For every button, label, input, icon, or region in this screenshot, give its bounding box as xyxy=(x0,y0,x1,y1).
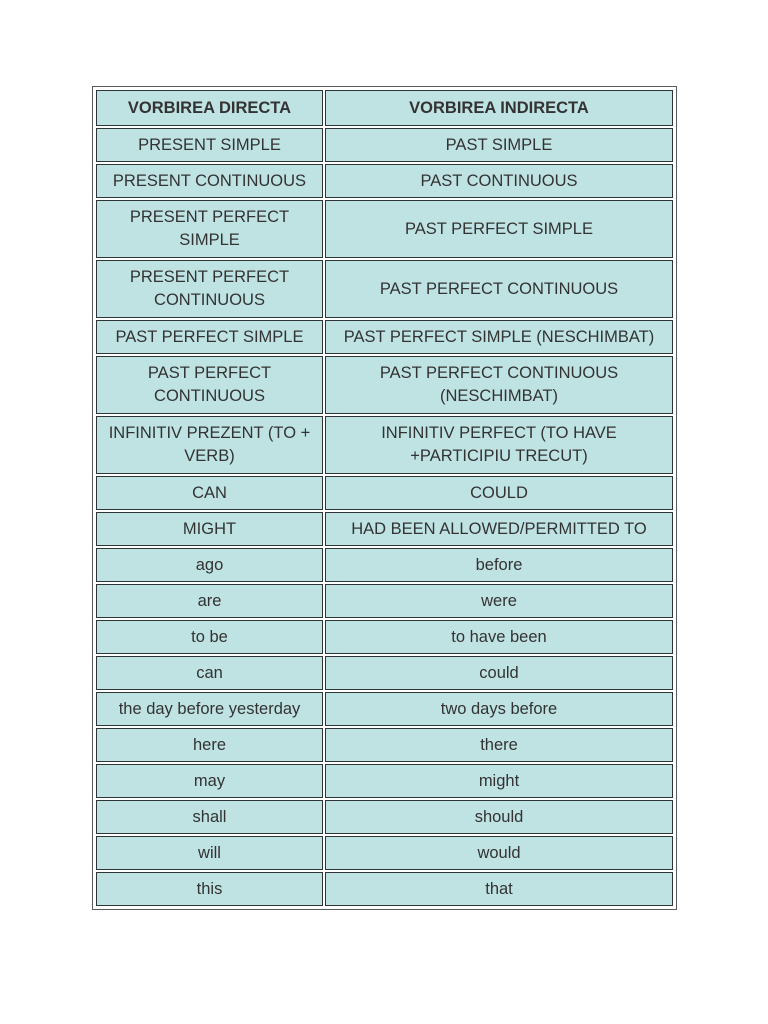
indirect-cell: should xyxy=(325,800,673,834)
direct-cell: PRESENT CONTINUOUS xyxy=(96,164,323,198)
table-row xyxy=(96,356,673,414)
table-row xyxy=(96,128,673,162)
table-row xyxy=(96,164,673,198)
table-row xyxy=(96,584,673,618)
direct-cell: this xyxy=(96,872,323,906)
grammar-table-container xyxy=(92,86,677,910)
indirect-cell: before xyxy=(325,548,673,582)
table-row xyxy=(96,200,673,258)
indirect-cell: two days before xyxy=(325,692,673,726)
table-row xyxy=(96,656,673,690)
indirect-cell: there xyxy=(325,728,673,762)
table-row xyxy=(96,800,673,834)
table-row xyxy=(96,260,673,318)
table-row xyxy=(96,728,673,762)
table-row xyxy=(96,620,673,654)
indirect-cell: PAST PERFECT CONTINUOUS (NESCHIMBAT) xyxy=(325,356,673,414)
header-indirect-speech: VORBIREA INDIRECTA xyxy=(325,90,673,126)
indirect-cell: PAST PERFECT SIMPLE xyxy=(325,200,673,258)
indirect-cell: INFINITIV PERFECT (TO HAVE +PARTICIPIU TRECUT) xyxy=(325,416,673,474)
table-row xyxy=(96,320,673,354)
header-direct-speech: VORBIREA DIRECTA xyxy=(96,90,323,126)
direct-cell: ago xyxy=(96,548,323,582)
reported-speech-table xyxy=(94,88,675,908)
direct-cell: may xyxy=(96,764,323,798)
table-row xyxy=(96,872,673,906)
table-header-row xyxy=(96,90,673,126)
table-row xyxy=(96,512,673,546)
direct-cell: PRESENT PERFECT CONTINUOUS xyxy=(96,260,323,318)
indirect-cell: PAST SIMPLE xyxy=(325,128,673,162)
indirect-cell: to have been xyxy=(325,620,673,654)
indirect-cell: PAST PERFECT SIMPLE (NESCHIMBAT) xyxy=(325,320,673,354)
direct-cell: are xyxy=(96,584,323,618)
indirect-cell: HAD BEEN ALLOWED/PERMITTED TO xyxy=(325,512,673,546)
direct-cell: PRESENT SIMPLE xyxy=(96,128,323,162)
direct-cell: PAST PERFECT SIMPLE xyxy=(96,320,323,354)
indirect-cell: would xyxy=(325,836,673,870)
direct-cell: MIGHT xyxy=(96,512,323,546)
table-row xyxy=(96,548,673,582)
direct-cell: PRESENT PERFECT SIMPLE xyxy=(96,200,323,258)
direct-cell: the day before yesterday xyxy=(96,692,323,726)
table-row xyxy=(96,836,673,870)
indirect-cell: could xyxy=(325,656,673,690)
indirect-cell: PAST CONTINUOUS xyxy=(325,164,673,198)
direct-cell: to be xyxy=(96,620,323,654)
direct-cell: CAN xyxy=(96,476,323,510)
indirect-cell: that xyxy=(325,872,673,906)
table-row xyxy=(96,476,673,510)
table-row xyxy=(96,416,673,474)
direct-cell: will xyxy=(96,836,323,870)
direct-cell: PAST PERFECT CONTINUOUS xyxy=(96,356,323,414)
direct-cell: shall xyxy=(96,800,323,834)
direct-cell: can xyxy=(96,656,323,690)
table-row xyxy=(96,692,673,726)
indirect-cell: COULD xyxy=(325,476,673,510)
direct-cell: here xyxy=(96,728,323,762)
indirect-cell: might xyxy=(325,764,673,798)
table-row xyxy=(96,764,673,798)
direct-cell: INFINITIV PREZENT (TO + VERB) xyxy=(96,416,323,474)
indirect-cell: PAST PERFECT CONTINUOUS xyxy=(325,260,673,318)
indirect-cell: were xyxy=(325,584,673,618)
